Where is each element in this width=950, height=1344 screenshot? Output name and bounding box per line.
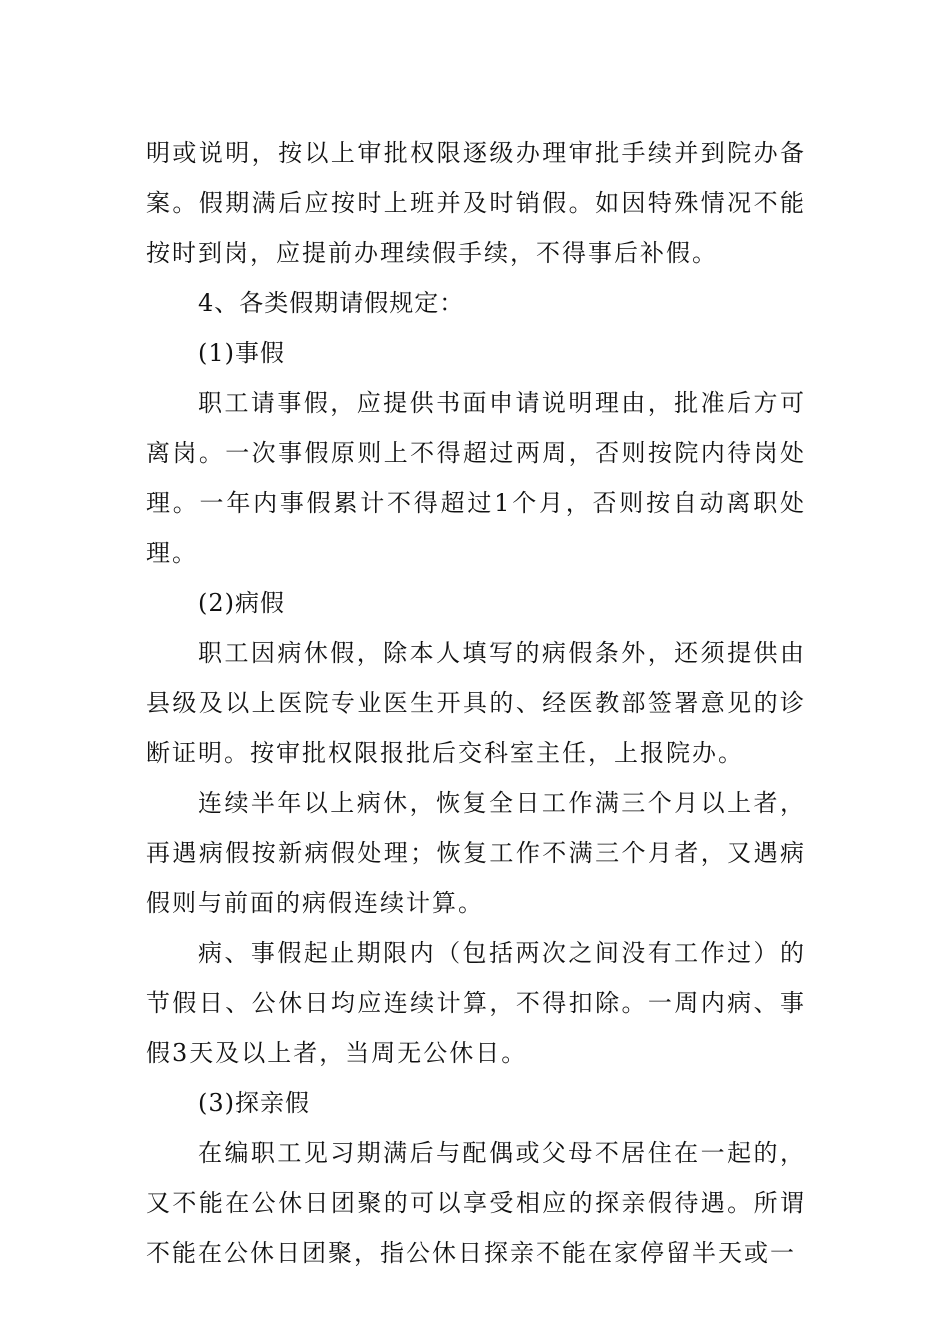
subheading-personal-leave: (1)事假 (198, 339, 285, 367)
paragraph-leave-holidays: 病、事假起止期限内（包括两次之间没有工作过）的节假日、公休日均应连续计算，不得扣除。一周内病、事假3天及以上者，当周无公休日。 (146, 939, 806, 1067)
subheading-family-visit-leave: (3)探亲假 (198, 1089, 310, 1117)
paragraph-continuation: 明或说明，按以上审批权限逐级办理审批手续并到院办备案。假期满后应按时上班并及时销假。如因特殊情况不能按时到岗，应提前办理续假手续，不得事后补假。 (146, 139, 806, 267)
document-page (146, 128, 806, 1278)
paragraph-family-visit-leave: 在编职工见习期满后与配偶或父母不居住在一起的，又不能在公休日团聚的可以享受相应的探亲假待遇。所谓不能在公休日团聚，指公休日探亲不能在家停留半天或一 (146, 1139, 806, 1267)
subheading-sick-leave: (2)病假 (198, 589, 285, 617)
paragraph-personal-leave: 职工请事假，应提供书面申请说明理由，批准后方可离岗。一次事假原则上不得超过两周，否则按院内待岗处理。一年内事假累计不得超过1个月，否则按自动离职处理。 (146, 389, 806, 567)
paragraph-sick-leave-continuous: 连续半年以上病休，恢复全日工作满三个月以上者，再遇病假按新病假处理；恢复工作不满三个月者，又遇病假则与前面的病假连续计算。 (146, 789, 806, 917)
paragraph-sick-leave-proof: 职工因病休假，除本人填写的病假条外，还须提供由县级及以上医院专业医生开具的、经医教部签署意见的诊断证明。按审批权限报批后交科室主任，上报院办。 (146, 639, 806, 767)
section-heading-leave-rules: 4、各类假期请假规定： (198, 289, 465, 317)
